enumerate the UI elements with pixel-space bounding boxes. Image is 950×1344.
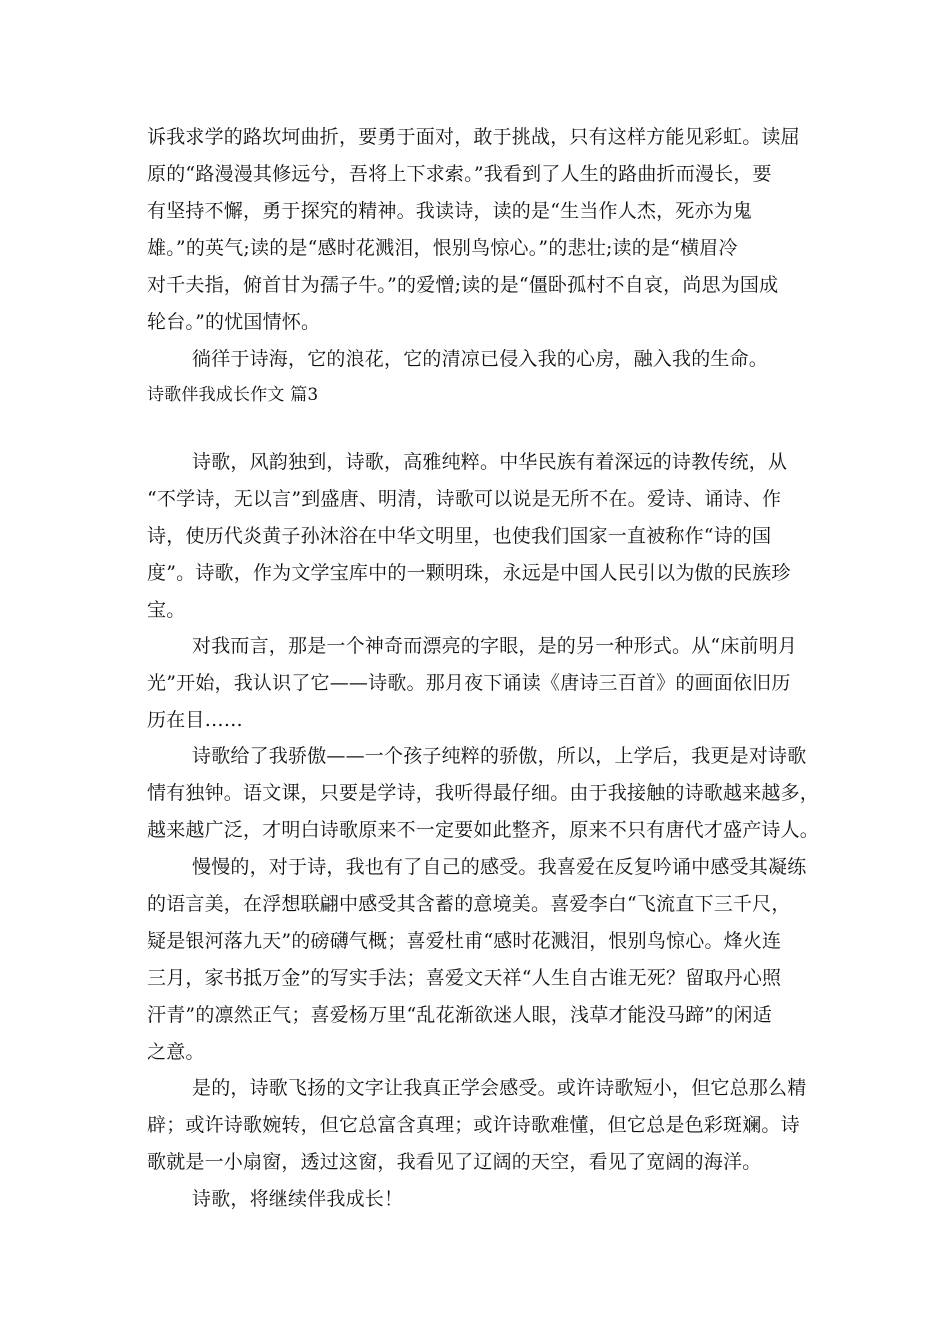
text-line: “不学诗，无以言”到盛唐、明清，诗歌可以说是无所不在。爱诗、诵诗、作 — [147, 488, 782, 510]
text-line: 度”。诗歌，作为文学宝库中的一颗明珠，永远是中国人民引以为傲的民族珍 — [147, 562, 791, 584]
text-line: 历在目…… — [147, 709, 244, 731]
paragraph-first-line: 是的，诗歌飞扬的文字让我真正学会感受。或许诗歌短小，但它总那么精 — [192, 1077, 807, 1099]
text-line: 轮台。”的忧国情怀。 — [147, 311, 321, 333]
paragraph-first-line: 诗歌，将继续伴我成长！ — [192, 1188, 404, 1210]
text-line: 诉我求学的路坎坷曲折，要勇于面对，敢于挑战，只有这样方能见彩虹。读屈 — [147, 126, 800, 148]
text-line: 雄。”的英气;读的是“感时花溅泪，恨别鸟惊心。”的悲壮;读的是“横眉冷 — [147, 237, 738, 259]
text-line: 原的“路漫漫其修远兮，吾将上下求索。”我看到了人生的路曲折而漫长，要 — [147, 163, 772, 185]
text-line: 有坚持不懈，勇于探究的精神。我读诗，读的是“生当作人杰，死亦为鬼 — [147, 200, 753, 222]
text-line: 之意。 — [147, 1041, 205, 1063]
paragraph-first-line: 诗歌，风韵独到，诗歌，高雅纯粹。中华民族有着深远的诗教传统，从 — [192, 451, 788, 473]
text-line: 歌就是一小扇窗，透过这窗，我看见了辽阔的天空，看见了宽阔的海洋。 — [147, 1151, 762, 1173]
text-line: 三月，家书抵万金”的写实手法；喜爱文天祥“人生自古谁无死？留取丹心照 — [147, 967, 782, 989]
paragraph-first-line: 慢慢的，对于诗，我也有了自己的感受。我喜爱在反复吟诵中感受其凝练 — [192, 856, 807, 878]
paragraph-first-line: 对我而言，那是一个神奇而漂亮的字眼，是的另一种形式。从“床前明月 — [192, 635, 798, 657]
text-line: 汗青”的凛然正气；喜爱杨万里“乱花渐欲迷人眼，浅草才能没马蹄”的闲适 — [147, 1004, 772, 1026]
text-line: 光”开始，我认识了它——诗歌。那月夜下诵读《唐诗三百首》的画面依旧历 — [147, 672, 791, 694]
text-line: 诗，使历代炎黄子孙沐浴在中华文明里，也使我们国家一直被称作“诗的国 — [147, 525, 772, 547]
text-line: 对千夫指，俯首甘为孺子牛。”的爱憎;读的是“僵卧孤村不自哀，尚思为国成 — [147, 274, 779, 296]
text-line: 宝。 — [147, 599, 186, 621]
text-line: 的语言美，在浮想联翩中感受其含蓄的意境美。喜爱李白“飞流直下三千尺， — [147, 893, 791, 915]
section-heading: 诗歌伴我成长作文 篇3 — [147, 385, 319, 405]
text-line: 疑是银河落九天”的磅礴气概；喜爱杜甫“感时花溅泪，恨别鸟惊心。烽火连 — [147, 930, 782, 952]
text-line: 情有独钟。语文课，只要是学诗，我听得最仔细。由于我接触的诗歌越来越多， — [147, 782, 820, 804]
text-line: 辟；或许诗歌婉转，但它总富含真理；或许诗歌难懂，但它总是色彩斑斓。诗 — [147, 1114, 800, 1136]
paragraph-first-line: 诗歌给了我骄傲——一个孩子纯粹的骄傲，所以，上学后，我更是对诗歌 — [192, 745, 807, 767]
paragraph-first-line: 徜徉于诗海，它的浪花，它的清凉已侵入我的心房，融入我的生命。 — [192, 348, 769, 370]
text-line: 越来越广泛，才明白诗歌原来不一定要如此整齐，原来不只有唐代才盛产诗人。 — [147, 819, 820, 841]
